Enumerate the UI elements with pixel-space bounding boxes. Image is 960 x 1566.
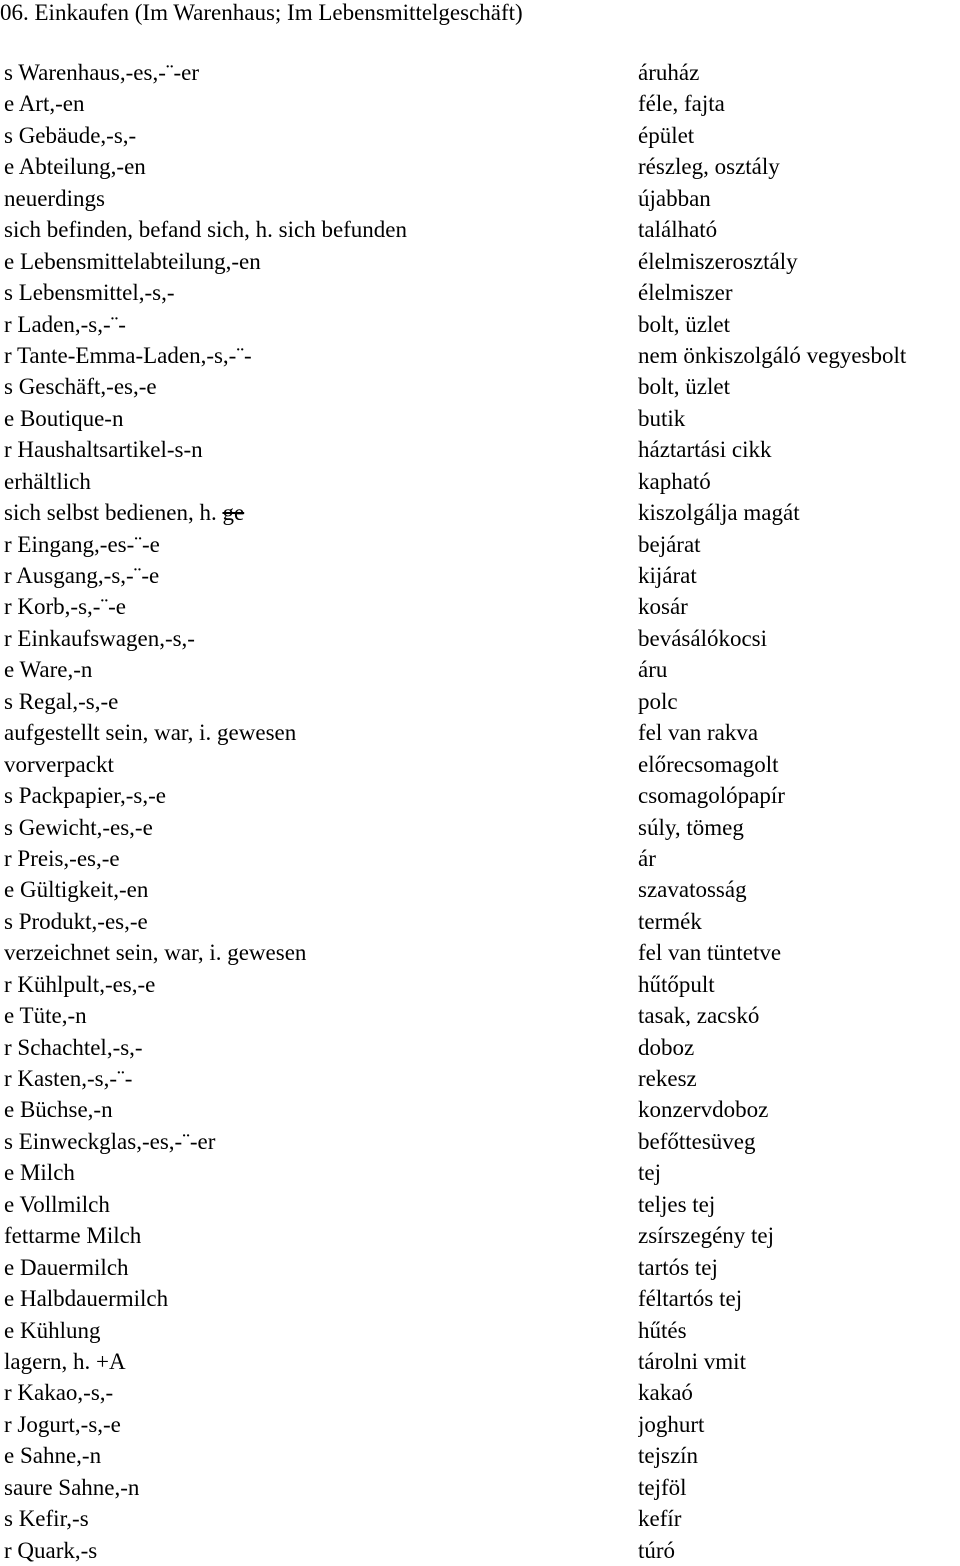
vocab-row bbox=[0, 1252, 960, 1283]
german-term-text: sich befinden, befand sich, h. sich befunden bbox=[4, 217, 408, 243]
hungarian-translation: kijárat bbox=[638, 563, 697, 588]
vocab-row bbox=[0, 1535, 960, 1566]
vocab-row bbox=[0, 780, 960, 811]
vocab-row bbox=[0, 214, 960, 245]
german-term-text: r Einkaufswagen,-s,- bbox=[4, 625, 195, 651]
vocabulary-list bbox=[0, 57, 960, 1566]
vocab-row bbox=[0, 120, 960, 151]
german-term bbox=[0, 1472, 638, 1503]
vocab-row bbox=[0, 277, 960, 308]
vocab-row bbox=[0, 812, 960, 843]
german-term bbox=[0, 654, 638, 685]
german-term-text: s Einweckglas,-es,-¨-er bbox=[4, 1128, 216, 1154]
german-term bbox=[0, 1252, 638, 1283]
german-term bbox=[0, 403, 638, 434]
vocab-row bbox=[0, 937, 960, 968]
hungarian-translation: élelmiszerosztály bbox=[638, 248, 798, 274]
german-term-text: fettarme Milch bbox=[4, 1223, 142, 1249]
german-term bbox=[0, 1094, 638, 1125]
german-term-text: r Quark,-s bbox=[4, 1537, 98, 1563]
vocab-row bbox=[0, 749, 960, 780]
german-term-text: e Abteilung,-en bbox=[4, 154, 146, 180]
german-term bbox=[0, 214, 638, 245]
hungarian-translation: butik bbox=[638, 405, 686, 431]
hungarian-translation: tejszín bbox=[638, 1443, 699, 1469]
german-term-text: aufgestellt sein, war, i. gewesen bbox=[4, 720, 297, 746]
german-term bbox=[0, 309, 638, 340]
german-term bbox=[0, 246, 638, 277]
german-term-text: saure Sahne,-n bbox=[4, 1474, 140, 1500]
german-term-text: s Kefir,-s bbox=[4, 1506, 89, 1532]
german-term-text: e Art,-en bbox=[4, 91, 85, 117]
vocab-row bbox=[0, 1377, 960, 1408]
vocab-row bbox=[0, 654, 960, 685]
vocab-row bbox=[0, 340, 960, 371]
german-term-text: r Kasten,-s,-¨- bbox=[4, 1066, 133, 1091]
german-term bbox=[0, 969, 638, 1000]
vocab-row bbox=[0, 371, 960, 402]
vocab-row bbox=[0, 1157, 960, 1188]
german-term bbox=[0, 1377, 638, 1408]
german-term bbox=[0, 717, 638, 748]
vocab-row bbox=[0, 466, 960, 497]
german-term-text: r Ausgang,-s,-¨-e bbox=[4, 563, 160, 588]
german-term bbox=[0, 434, 638, 465]
german-term-text: s Geschäft,-es,-e bbox=[4, 374, 157, 400]
hungarian-translation: bevásálókocsi bbox=[638, 625, 768, 651]
hungarian-translation: polc bbox=[638, 688, 678, 714]
hungarian-translation: részleg, osztály bbox=[638, 154, 780, 180]
german-term bbox=[0, 1157, 638, 1188]
vocab-row bbox=[0, 183, 960, 214]
german-term-text: e Ware,-n bbox=[4, 657, 93, 683]
hungarian-translation: hűtés bbox=[638, 1317, 687, 1343]
hungarian-translation: csomagolópapír bbox=[638, 783, 785, 809]
vocab-row bbox=[0, 591, 960, 622]
vocab-row bbox=[0, 88, 960, 119]
vocab-row bbox=[0, 1189, 960, 1220]
hungarian-translation: doboz bbox=[638, 1034, 695, 1060]
hungarian-translation: rekesz bbox=[638, 1066, 697, 1091]
hungarian-translation: tej bbox=[638, 1160, 661, 1186]
hungarian-translation: előrecsomagolt bbox=[638, 751, 779, 777]
german-term-text: r Preis,-es,-e bbox=[4, 845, 120, 871]
german-term bbox=[0, 812, 638, 843]
german-term bbox=[0, 560, 638, 591]
hungarian-translation: bolt, üzlet bbox=[638, 374, 730, 400]
german-term-text: lagern, h. +A bbox=[4, 1348, 126, 1374]
german-term bbox=[0, 874, 638, 905]
hungarian-translation: kefír bbox=[638, 1506, 682, 1532]
hungarian-translation: féle, fajta bbox=[638, 91, 725, 117]
vocab-row bbox=[0, 1000, 960, 1031]
vocab-row bbox=[0, 906, 960, 937]
vocab-row bbox=[0, 969, 960, 1000]
vocab-row bbox=[0, 151, 960, 182]
hungarian-translation: fel van rakva bbox=[638, 720, 759, 746]
vocab-row bbox=[0, 1126, 960, 1157]
german-term bbox=[0, 686, 638, 717]
german-term-text: r Haushaltsartikel-s-n bbox=[4, 437, 203, 463]
german-term-text: e Kühlung bbox=[4, 1317, 101, 1343]
german-term bbox=[0, 1346, 638, 1377]
vocab-row bbox=[0, 309, 960, 340]
german-term bbox=[0, 371, 638, 402]
page-title: 06. Einkaufen (Im Warenhaus; Im Lebensmittelgeschäft) bbox=[0, 0, 523, 25]
german-term-text: e Dauermilch bbox=[4, 1254, 129, 1280]
german-term-text: vorverpackt bbox=[4, 751, 114, 777]
german-term-text: e Vollmilch bbox=[4, 1191, 110, 1217]
hungarian-translation: fel van tüntetve bbox=[638, 940, 782, 966]
german-term bbox=[0, 1315, 638, 1346]
german-term-text: s Gewicht,-es,-e bbox=[4, 814, 153, 840]
hungarian-translation: zsírszegény tej bbox=[638, 1223, 775, 1249]
german-term-text: e Milch bbox=[4, 1160, 75, 1186]
hungarian-translation: teljes tej bbox=[638, 1191, 716, 1217]
vocab-row bbox=[0, 1094, 960, 1125]
vocab-row bbox=[0, 246, 960, 277]
german-term-text: r Kühlpult,-es,-e bbox=[4, 971, 156, 997]
hungarian-translation: féltartós tej bbox=[638, 1286, 743, 1312]
german-term-text: r Kakao,-s,- bbox=[4, 1380, 114, 1406]
hungarian-translation: túró bbox=[638, 1537, 676, 1563]
german-term bbox=[0, 1409, 638, 1440]
vocab-row bbox=[0, 686, 960, 717]
german-term-text: e Sahne,-n bbox=[4, 1443, 102, 1469]
hungarian-translation: tejföl bbox=[638, 1474, 687, 1500]
german-term-text: s Packpapier,-s,-e bbox=[4, 783, 166, 809]
german-term-text: erhältlich bbox=[4, 468, 91, 494]
vocab-row bbox=[0, 1315, 960, 1346]
german-term-text: r Korb,-s,-¨-e bbox=[4, 594, 126, 620]
hungarian-translation: súly, tömeg bbox=[638, 814, 744, 840]
german-term-text: s Gebäude,-s,- bbox=[4, 122, 137, 148]
german-term-text: e Lebensmittelabteilung,-en bbox=[4, 248, 261, 274]
hungarian-translation: termék bbox=[638, 908, 702, 934]
hungarian-translation: bolt, üzlet bbox=[638, 311, 730, 337]
hungarian-translation: hűtőpult bbox=[638, 971, 715, 997]
german-term bbox=[0, 1032, 638, 1063]
german-term-text: e Gültigkeit,-en bbox=[4, 877, 149, 903]
vocab-row bbox=[0, 1346, 960, 1377]
german-term-text: neuerdings bbox=[4, 185, 105, 211]
hungarian-translation: épület bbox=[638, 122, 695, 148]
german-term bbox=[0, 623, 638, 654]
german-term-text: s Produkt,-es,-e bbox=[4, 908, 148, 934]
vocab-row bbox=[0, 623, 960, 654]
hungarian-translation: szavatosság bbox=[638, 877, 747, 903]
german-term-text: s Warenhaus,-es,-¨-er bbox=[4, 60, 200, 85]
german-term-text: s Lebensmittel,-s,- bbox=[4, 280, 175, 306]
vocab-row bbox=[0, 1063, 960, 1094]
german-term bbox=[0, 340, 638, 371]
struck-text: ge bbox=[222, 500, 245, 526]
german-term bbox=[0, 937, 638, 968]
german-term-text: e Boutique-n bbox=[4, 405, 124, 431]
vocab-row bbox=[0, 57, 960, 88]
german-term bbox=[0, 466, 638, 497]
german-term bbox=[0, 591, 638, 622]
german-term bbox=[0, 151, 638, 182]
german-term-text: e Tüte,-n bbox=[4, 1003, 87, 1029]
german-term bbox=[0, 1000, 638, 1031]
german-term bbox=[0, 1283, 638, 1314]
german-term bbox=[0, 277, 638, 308]
german-term bbox=[0, 1535, 638, 1566]
hungarian-translation: újabban bbox=[638, 185, 711, 211]
german-term bbox=[0, 780, 638, 811]
german-term-text: verzeichnet sein, war, i. gewesen bbox=[4, 940, 307, 966]
german-term-text: r Laden,-s,-¨- bbox=[4, 311, 126, 337]
german-term-text: r Schachtel,-s,- bbox=[4, 1034, 143, 1060]
vocab-row bbox=[0, 560, 960, 591]
german-term bbox=[0, 1063, 638, 1094]
hungarian-translation: ár bbox=[638, 845, 656, 871]
german-term bbox=[0, 1189, 638, 1220]
german-term bbox=[0, 843, 638, 874]
vocab-row bbox=[0, 843, 960, 874]
vocab-row bbox=[0, 1283, 960, 1314]
hungarian-translation: kakaó bbox=[638, 1380, 693, 1406]
german-term bbox=[0, 749, 638, 780]
german-term bbox=[0, 120, 638, 151]
hungarian-translation: konzervdoboz bbox=[638, 1097, 769, 1123]
german-term-text: e Büchse,-n bbox=[4, 1097, 113, 1123]
hungarian-translation: tartós tej bbox=[638, 1254, 718, 1280]
hungarian-translation: található bbox=[638, 217, 718, 243]
hungarian-translation: befőttesüveg bbox=[638, 1128, 756, 1154]
vocab-row bbox=[0, 1503, 960, 1534]
hungarian-translation: élelmiszer bbox=[638, 280, 733, 306]
hungarian-translation: nem önkiszolgáló vegyesbolt bbox=[638, 342, 907, 368]
vocab-row bbox=[0, 497, 960, 528]
german-term bbox=[0, 88, 638, 119]
vocab-row bbox=[0, 874, 960, 905]
hungarian-translation: tasak, zacskó bbox=[638, 1003, 760, 1029]
vocab-row bbox=[0, 1220, 960, 1251]
german-term-text: sich selbst bedienen, h. bbox=[4, 500, 217, 526]
german-term bbox=[0, 1126, 638, 1157]
hungarian-translation: áru bbox=[638, 657, 668, 683]
german-term bbox=[0, 183, 638, 214]
german-term bbox=[0, 1503, 638, 1534]
hungarian-translation: háztartási cikk bbox=[638, 437, 772, 463]
vocab-row bbox=[0, 434, 960, 465]
german-term bbox=[0, 57, 638, 88]
hungarian-translation: joghurt bbox=[638, 1411, 705, 1437]
german-term-text: r Eingang,-es-¨-e bbox=[4, 531, 160, 557]
vocab-row bbox=[0, 1032, 960, 1063]
hungarian-translation: tárolni vmit bbox=[638, 1348, 746, 1374]
hungarian-translation: kiszolgálja magát bbox=[638, 500, 800, 526]
hungarian-translation: kosár bbox=[638, 594, 688, 620]
german-term-text: e Halbdauermilch bbox=[4, 1286, 169, 1312]
german-term-text: r Tante-Emma-Laden,-s,-¨- bbox=[4, 342, 252, 368]
hungarian-translation: kapható bbox=[638, 468, 711, 494]
german-term bbox=[0, 1220, 638, 1251]
vocab-row bbox=[0, 529, 960, 560]
german-term bbox=[0, 906, 638, 937]
vocab-row bbox=[0, 1409, 960, 1440]
vocab-row bbox=[0, 1472, 960, 1503]
vocab-row bbox=[0, 717, 960, 748]
vocab-row bbox=[0, 1440, 960, 1471]
hungarian-translation: áruház bbox=[638, 60, 700, 85]
german-term bbox=[0, 1440, 638, 1471]
german-term bbox=[0, 497, 638, 528]
hungarian-translation: bejárat bbox=[638, 531, 701, 557]
vocab-row bbox=[0, 403, 960, 434]
german-term-text: r Jogurt,-s,-e bbox=[4, 1411, 121, 1437]
german-term-text: s Regal,-s,-e bbox=[4, 688, 119, 714]
german-term bbox=[0, 529, 638, 560]
